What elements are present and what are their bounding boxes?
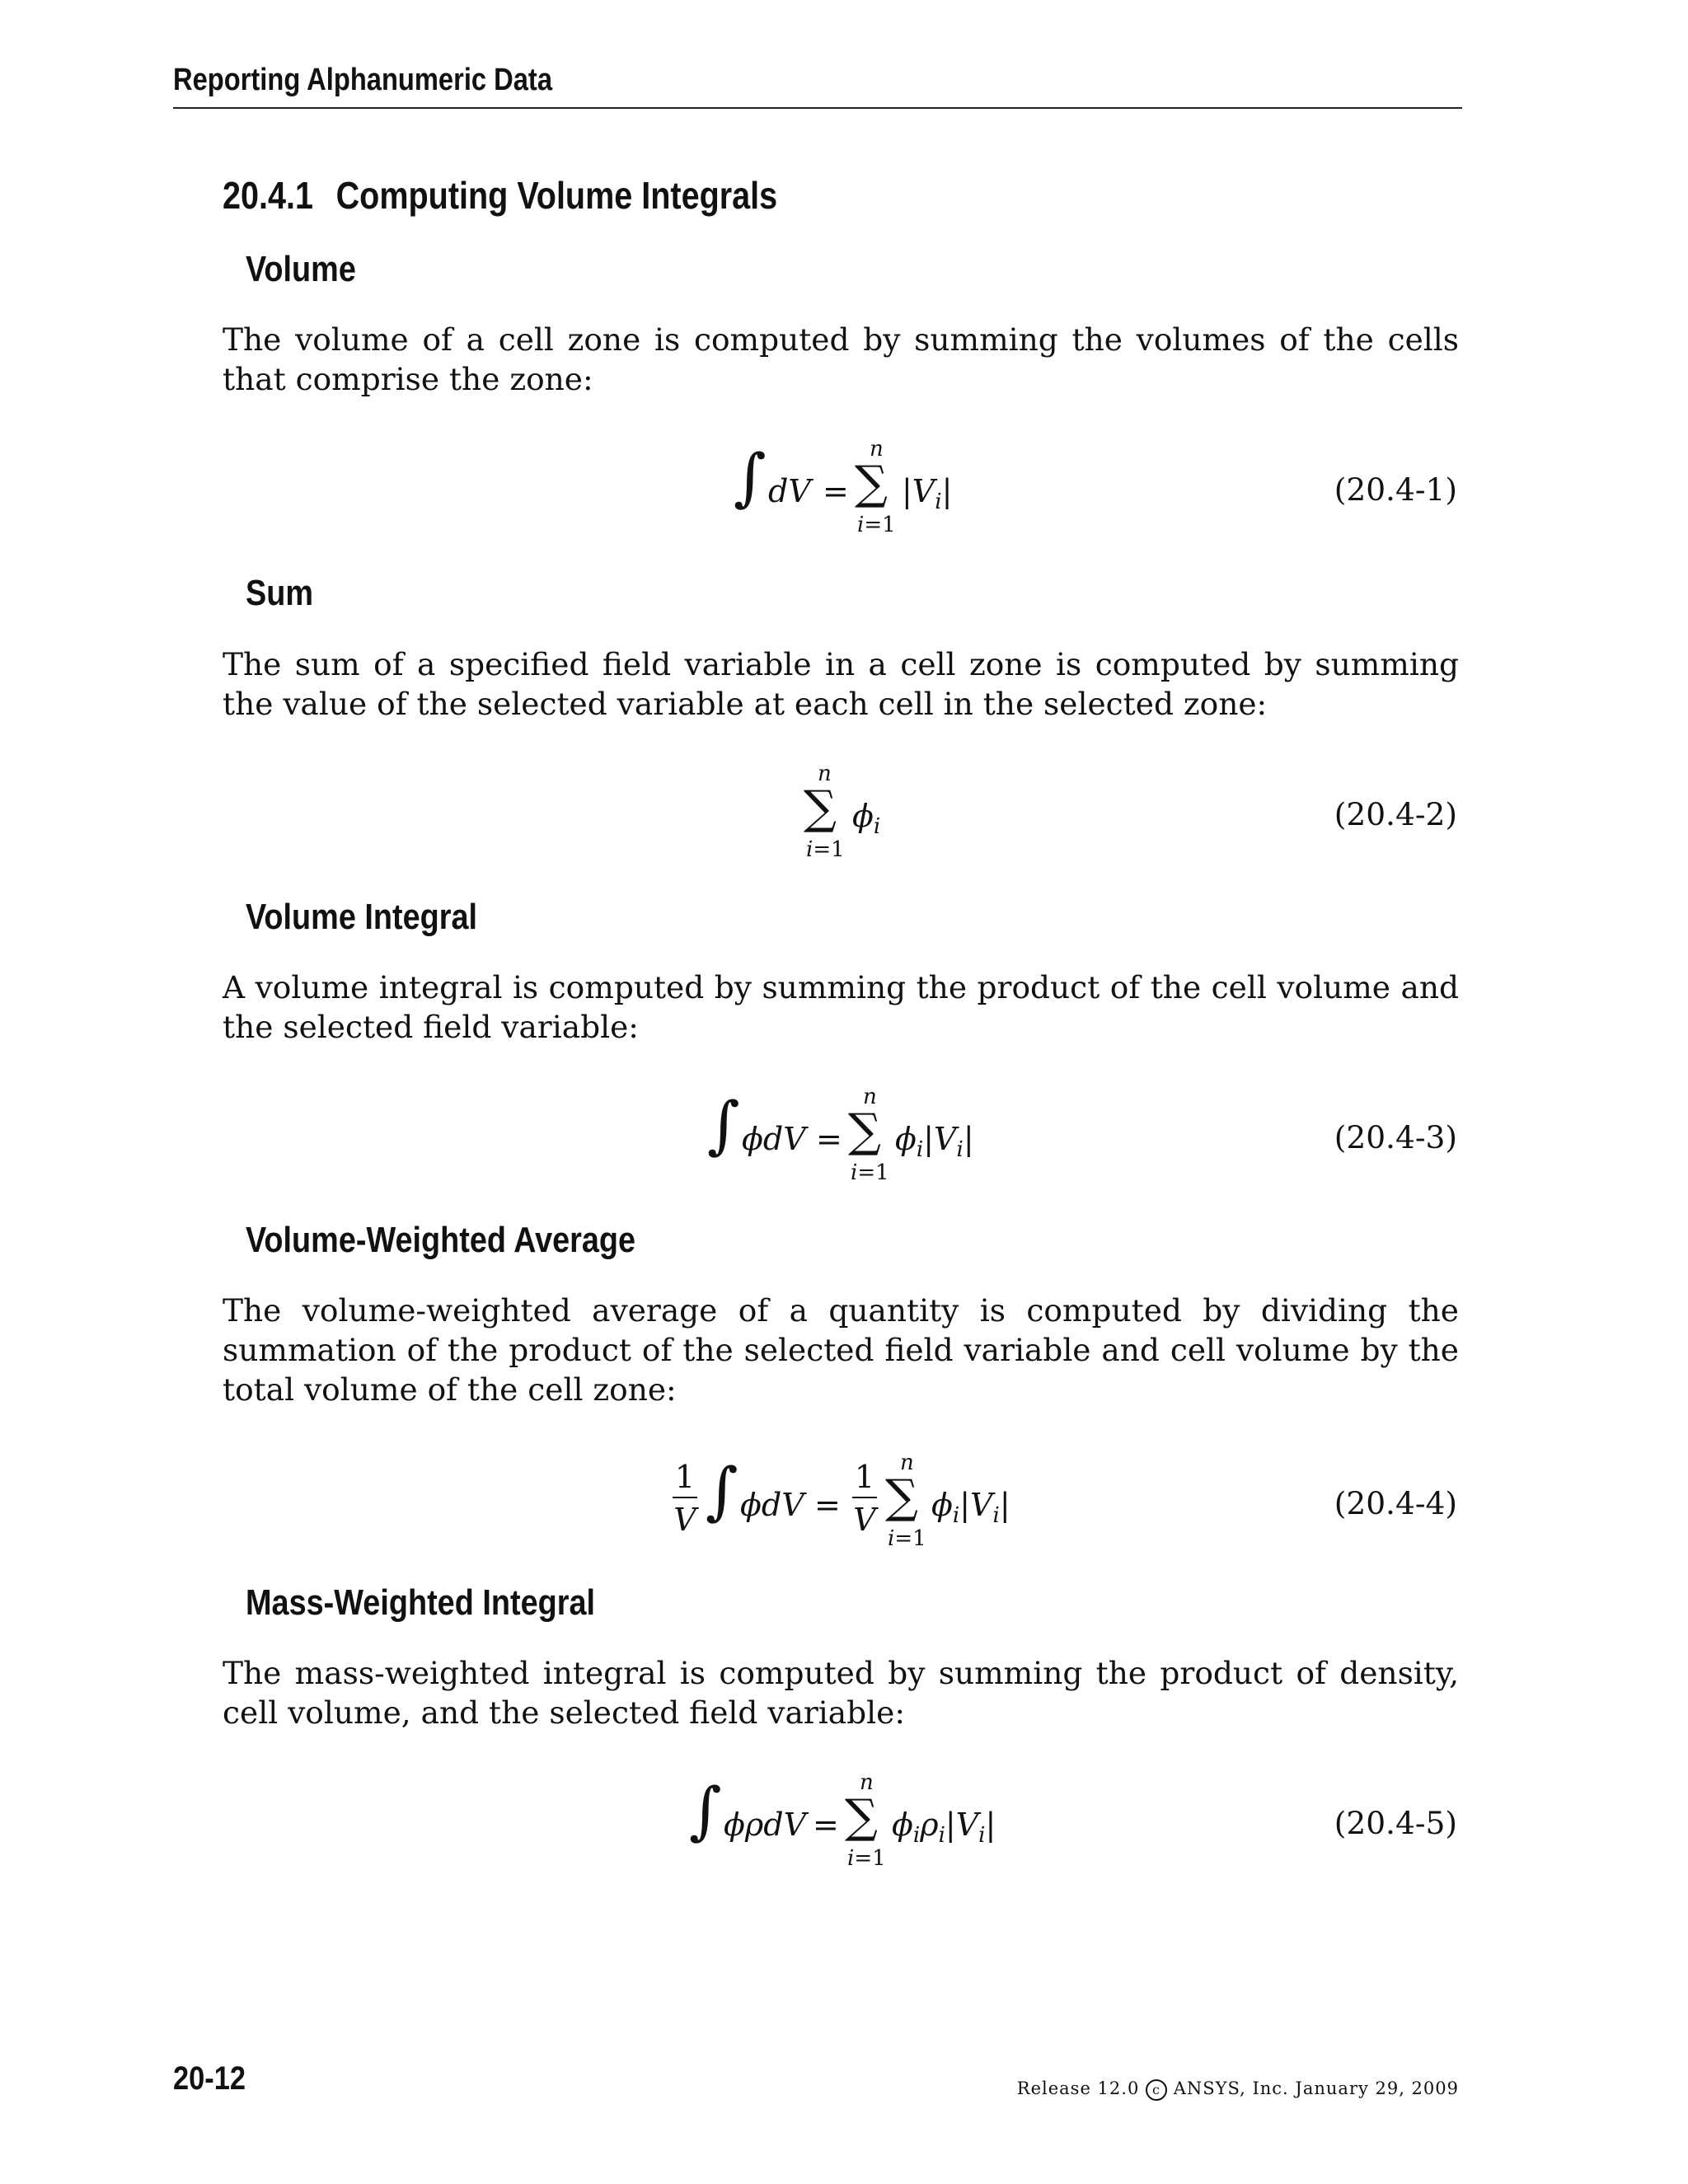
equation-20-4-4: 1 V ∫ ϕdV = 1 V n ∑ i=1 $\phi_i|V_i|$ (20.4-4) xyxy=(673,1451,1457,1551)
subheading-volume-weighted-average: Volume-Weighted Average xyxy=(246,1220,636,1260)
header-rule xyxy=(173,107,1462,109)
paragraph-volume-weighted-average: The volume-weighted average of a quantity is computed by dividing the summation of the product of the selected field variable and cell volume by the total volume of the cell zone: xyxy=(223,1292,1459,1408)
equation-20-4-5: ∫ ϕρdV = n ∑ i=1 $\phi_i\rho_i|V_i|$ (20.4-5) xyxy=(689,1770,1457,1871)
copyright-symbol: c xyxy=(1146,2079,1167,2101)
section-number: 20.4.1 xyxy=(223,174,313,217)
running-header: Reporting Alphanumeric Data xyxy=(173,63,553,97)
subheading-sum: Sum xyxy=(246,573,314,613)
paragraph-volume-integral: A volume integral is computed by summing the product of the cell volume and the selected field variable: xyxy=(223,969,1459,1045)
release-label: Release 12.0 xyxy=(1016,2079,1140,2098)
equation-number: (20.4-3) xyxy=(1334,1119,1457,1155)
paragraph-mass-weighted-integral: The mass-weighted integral is computed by summing the product of density, cell volume, and the selected field variable: xyxy=(223,1655,1459,1731)
equation-number: (20.4-5) xyxy=(1334,1805,1457,1841)
subheading-mass-weighted-integral: Mass-Weighted Integral xyxy=(246,1582,596,1623)
section-title xyxy=(223,173,777,218)
equation-number: (20.4-2) xyxy=(1334,796,1457,832)
page-number: 20-12 xyxy=(173,2060,246,2097)
equation-20-4-1: ∫ dV = n ∑ i=1 $|V_i|$ (20.4-1) xyxy=(734,437,1457,537)
equation-20-4-3: ∫ ϕdV = n ∑ i=1 $\phi_i|V_i|$ (20.4-3) xyxy=(707,1085,1457,1185)
release-company-date: ANSYS, Inc. January 29, 2009 xyxy=(1173,2079,1459,2098)
subheading-volume-integral: Volume Integral xyxy=(246,897,478,937)
release-info xyxy=(1017,2079,1459,2101)
equation-20-4-2: n ∑ i=1 $\phi_i$ (20.4-2) xyxy=(804,762,1457,862)
paragraph-sum: The sum of a specified field variable in a cell zone is computed by summing the value of the selected variable at each cell in the selected zone: xyxy=(223,646,1459,722)
equation-number: (20.4-1) xyxy=(1334,471,1457,508)
section-title-text: Computing Volume Integrals xyxy=(335,174,778,217)
paragraph-volume: The volume of a cell zone is computed by summing the volumes of the cells that comprise the zone: xyxy=(223,321,1459,397)
equation-number: (20.4-4) xyxy=(1334,1485,1457,1521)
subheading-volume: Volume xyxy=(246,249,356,289)
